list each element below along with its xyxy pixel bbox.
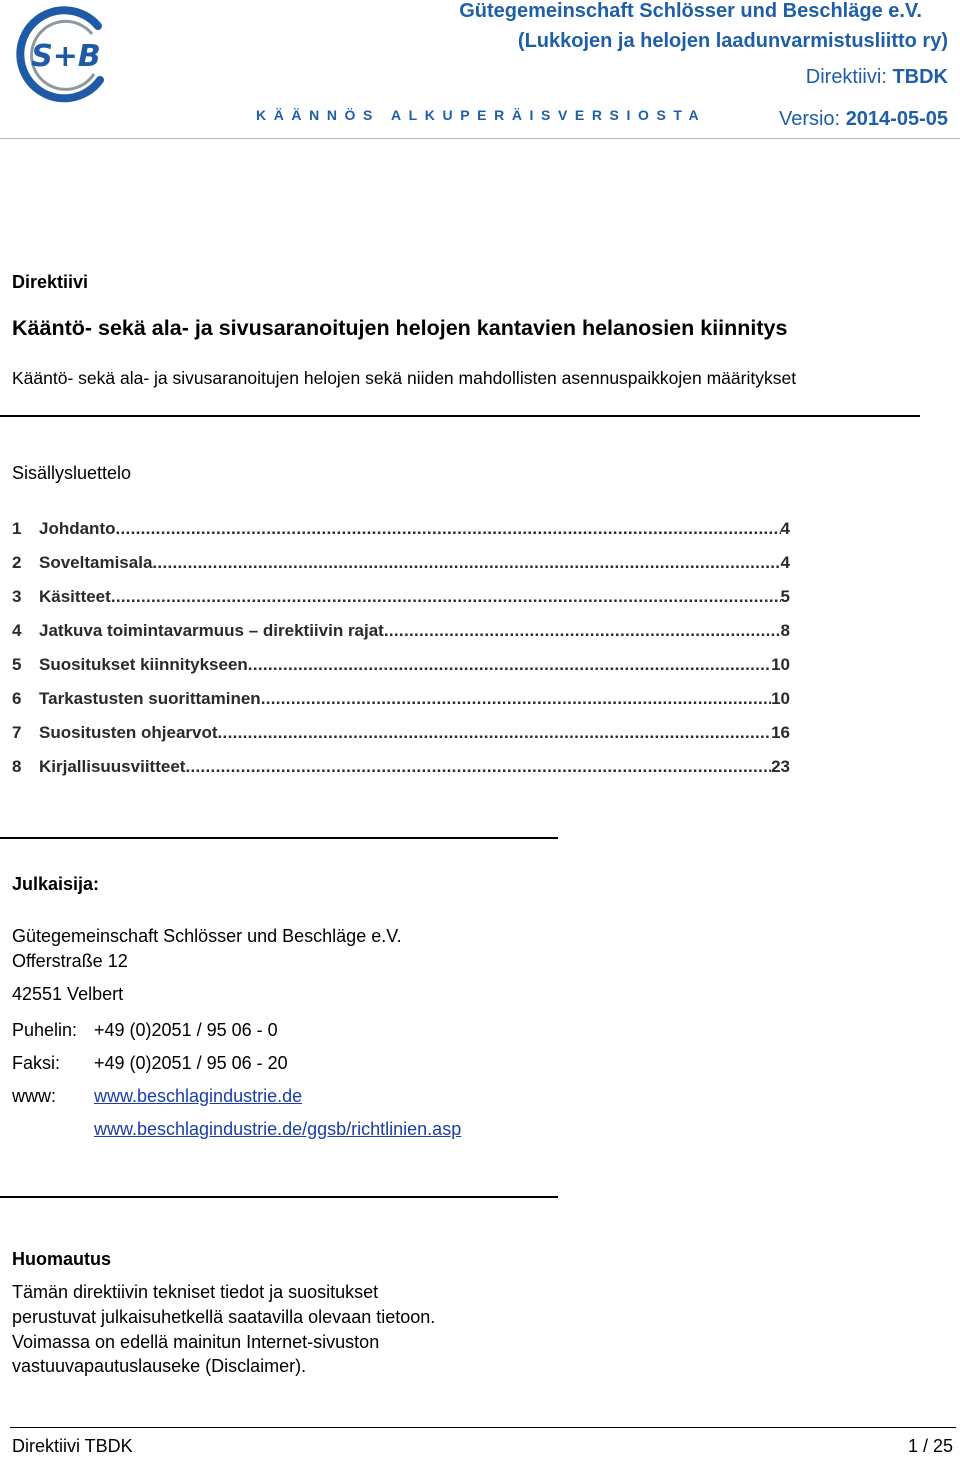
toc-item-number: 4 [12,621,22,640]
sb-logo [8,4,120,104]
toc-divider [0,837,558,839]
note-line: vastuuvapautuslauseke (Disclaimer). [12,1356,307,1376]
document-title: Kääntö- sekä ala- ja sivusaranoitujen helojen kantavien helanosien kiinnitys [12,316,788,340]
toc-item-page: 10 [771,689,790,708]
fax-label: Faksi: [12,1053,61,1073]
toc-leader [185,757,771,777]
toc-leader [116,519,781,539]
toc-item-page: 16 [771,723,790,742]
toc-item[interactable] [12,553,790,587]
toc-leader [111,587,781,607]
toc-item-page: 23 [771,757,790,776]
footer-document-id: Direktiivi TBDK [12,1436,133,1456]
toc-item-label: Jatkuva toimintavarmuus – direktiivin rajat [39,621,384,640]
phone-value: +49 (0)2051 / 95 06 - 0 [94,1020,278,1040]
document-label: Direktiivi [12,272,89,292]
toc-item[interactable] [12,621,790,655]
header-translation-note: KÄÄNNÖS ALKUPERÄISVERSIOSTA [256,107,707,123]
toc-item[interactable] [12,519,790,553]
toc-leader [218,723,772,743]
header-divider [0,138,960,139]
document-subtitle: Kääntö- sekä ala- ja sivusaranoitujen helojen sekä niiden mahdollisten asennuspaikkojen määritykset [12,368,797,388]
header-directive-value: TBDK [892,66,948,88]
toc-item[interactable] [12,587,790,621]
toc-item[interactable] [12,757,790,791]
guidelines-link[interactable]: www.beschlagindustrie.de/ggsb/richtlinien.asp [94,1119,462,1139]
toc-heading: Sisällysluettelo [12,463,132,483]
logo-text: S+B [31,39,101,74]
website-link[interactable]: www.beschlagindustrie.de [94,1086,303,1106]
toc-item-number: 8 [12,757,22,776]
toc-item-page: 8 [780,621,790,640]
toc-item[interactable] [12,689,790,723]
toc-item-page: 4 [780,519,790,538]
header-org-name: Gütegemeinschaft Schlösser und Beschläge e.V. [459,0,922,22]
note-line: Tämän direktiivin tekniset tiedot ja suositukset [12,1282,379,1302]
toc-item-label: Käsitteet [39,587,111,606]
toc-item-label: Johdanto [39,519,116,538]
www-label: www: [12,1086,56,1106]
publisher-name: Gütegemeinschaft Schlösser und Beschläge e.V. [12,926,402,946]
toc-item-page: 5 [780,587,790,606]
toc-item-label: Tarkastusten suorittaminen [39,689,261,708]
toc-item-number: 5 [12,655,22,674]
toc-item-number: 3 [12,587,22,606]
phone-label: Puhelin: [12,1020,78,1040]
toc-item-label: Kirjallisuusviitteet [39,757,186,776]
note-line: perustuvat julkaisuhetkellä saatavilla olevaan tietoon. [12,1307,436,1327]
toc-item[interactable] [12,723,790,757]
header-version-label: Versio: [778,108,841,130]
toc-item[interactable] [12,655,790,689]
header-directive [806,66,948,89]
publisher-heading: Julkaisija: [12,874,100,894]
toc-item-number: 1 [12,519,22,538]
header-directive-label: Direktiivi: [805,66,887,88]
toc-leader [152,553,780,573]
toc-item-label: Suositukset kiinnitykseen [39,655,248,674]
note-line: Voimassa on edellä mainitun Internet-sivuston [12,1332,380,1352]
toc-item-number: 2 [12,553,22,572]
toc-item-label: Soveltamisala [39,553,153,572]
footer-page-number: 1 / 25 [907,1436,953,1456]
table-of-contents [12,519,790,791]
toc-item-number: 6 [12,689,22,708]
toc-item-label: Suositusten ohjearvot [39,723,218,742]
publisher-city: 42551 Velbert [12,984,124,1004]
toc-item-number: 7 [12,723,22,742]
toc-leader [248,655,771,675]
title-divider [0,415,920,417]
publisher-street: Offerstraße 12 [12,951,128,971]
header-version [779,108,948,131]
toc-leader [384,621,781,641]
note-heading: Huomautus [12,1249,111,1269]
toc-leader [261,689,771,709]
fax-value: +49 (0)2051 / 95 06 - 20 [94,1053,288,1073]
footer-divider [10,1427,956,1428]
header-version-value: 2014-05-05 [845,108,948,130]
publisher-divider [0,1196,558,1198]
toc-item-page: 10 [771,655,790,674]
header-org-name-translation: (Lukkojen ja helojen laadunvarmistusliitto ry) [517,30,948,52]
toc-item-page: 4 [780,553,790,572]
